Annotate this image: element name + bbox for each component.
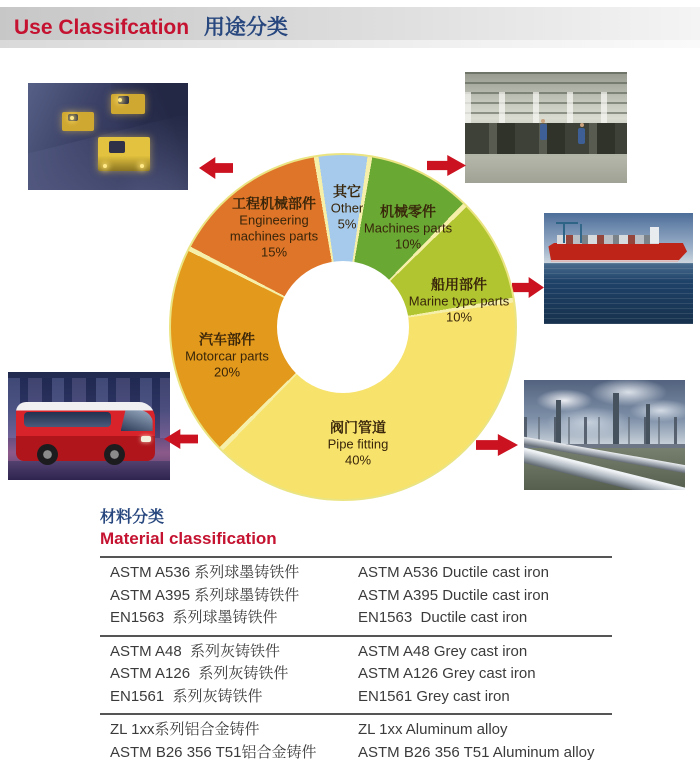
bus-side-windows: [24, 412, 110, 428]
slice-label-zh: 工程机械部件: [232, 195, 316, 212]
table-row: [110, 663, 612, 686]
cell-zh: ASTM A536 系列球墨铸铁件: [110, 564, 300, 581]
headlight-glow: [70, 116, 74, 120]
worker-figure: [578, 128, 585, 144]
slice-label-zh: 船用部件: [431, 276, 487, 293]
header-band-shadow: [0, 40, 700, 48]
cell-en: ASTM B26 356 T51 Aluminum alloy: [358, 743, 595, 761]
cell-en: ASTM A395 Ductile cast iron: [358, 586, 549, 604]
page-title-zh: 用途分类: [203, 16, 288, 39]
slice-label-motorcar-parts: [162, 332, 292, 381]
coach-bus: [16, 402, 155, 460]
cell-en: EN1563 Ductile cast iron: [358, 609, 528, 626]
table-row: [110, 641, 612, 664]
harbor-crane: [580, 224, 582, 243]
page-title: [14, 11, 288, 41]
cell-en: ZL 1xx Aluminum alloy: [358, 721, 508, 738]
table-row: [110, 719, 612, 742]
cell-zh: ASTM A48 系列灰铸铁件: [110, 642, 281, 660]
shop-floor: [465, 156, 627, 183]
slice-label-en: Pipe fitting: [327, 436, 389, 452]
material-group-aluminum: [100, 713, 612, 762]
table-row: [110, 742, 612, 762]
cell-en: ASTM A536 Ductile cast iron: [358, 564, 549, 581]
ship-hull: [548, 243, 687, 262]
slice-label-zh: 阀门管道: [330, 419, 386, 436]
slice-label-machines-parts: [343, 204, 473, 253]
ship-bridge: [650, 227, 659, 243]
materials-table: [100, 556, 612, 762]
bus-wheel: [104, 444, 125, 465]
table-row: [110, 607, 612, 630]
bus-headlight: [141, 436, 151, 442]
materials-heading-en: Material classification: [100, 529, 277, 548]
material-group-grey: [100, 635, 612, 714]
cell-zh: EN1563 系列球墨铸铁件: [110, 609, 278, 626]
cell-zh: ZL 1xx系列铝合金铸件: [110, 721, 260, 738]
page-title-en: Use Classifcation: [14, 16, 190, 39]
slice-label-pct: 20%: [213, 364, 241, 380]
harbor-crane-arm: [556, 222, 578, 224]
sea: [544, 263, 693, 324]
worker-figure: [540, 124, 547, 140]
wheel-loader: [111, 94, 145, 114]
cell-zh: ASTM A395 系列球墨铸铁件: [110, 586, 300, 604]
materials-section: [100, 504, 612, 762]
table-row: [110, 585, 612, 608]
slice-label-en: Marine type parts: [408, 293, 510, 309]
wheel-loader: [62, 112, 94, 131]
material-group-ductile: [100, 556, 612, 635]
slice-label-pipe-fitting: [303, 420, 413, 469]
photo-petrochemical-plant: [524, 380, 685, 490]
slice-label-pct: 10%: [445, 309, 473, 325]
arrow-right-icon: [476, 434, 518, 456]
slice-label-pct: 5%: [337, 216, 357, 232]
slice-label-en: Other: [330, 200, 364, 216]
photo-machine-shop: [465, 72, 627, 183]
materials-heading-zh: 材料分类: [100, 509, 165, 526]
slice-label-en: Engineering machines parts: [229, 212, 319, 244]
arrow-right-icon: [427, 155, 466, 176]
slice-label-zh: 其它: [333, 183, 361, 200]
headlight-glow: [118, 98, 122, 102]
cell-en: ASTM A48 Grey cast iron: [358, 642, 528, 660]
slice-label-pct: 40%: [344, 452, 372, 468]
containers: [557, 235, 658, 244]
photo-coach-bus: [8, 372, 170, 480]
slice-label-en: Machines parts: [363, 220, 453, 236]
cell-zh: ASTM B26 356 T51铝合金铸件: [110, 743, 317, 761]
slice-label-zh: 汽车部件: [199, 331, 255, 348]
slice-label-engineering-parts: [217, 196, 331, 261]
photo-construction-machinery: [28, 83, 188, 190]
cell-zh: ASTM A126 系列灰铸铁件: [110, 665, 289, 682]
slice-label-pct: 15%: [260, 244, 288, 260]
bus-windshield: [121, 410, 153, 431]
slice-label-pct: 10%: [394, 236, 422, 252]
distillation-tower: [613, 393, 619, 450]
table-row: [110, 562, 612, 585]
slice-label-marine-parts: [384, 277, 534, 326]
arrow-left-icon: [199, 157, 233, 179]
cell-zh: EN1561 系列灰铸铁件: [110, 687, 263, 705]
cell-en: ASTM A126 Grey cast iron: [358, 665, 536, 682]
photo-container-ship: [544, 213, 693, 324]
cell-en: EN1561 Grey cast iron: [358, 687, 510, 705]
bus-wheel: [37, 444, 58, 465]
wet-road-reflection: [8, 461, 170, 480]
slice-label-en: Motorcar parts: [185, 348, 269, 364]
slice-label-zh: 机械零件: [380, 203, 436, 220]
table-row: [110, 686, 612, 709]
harbor-crane: [563, 222, 565, 243]
